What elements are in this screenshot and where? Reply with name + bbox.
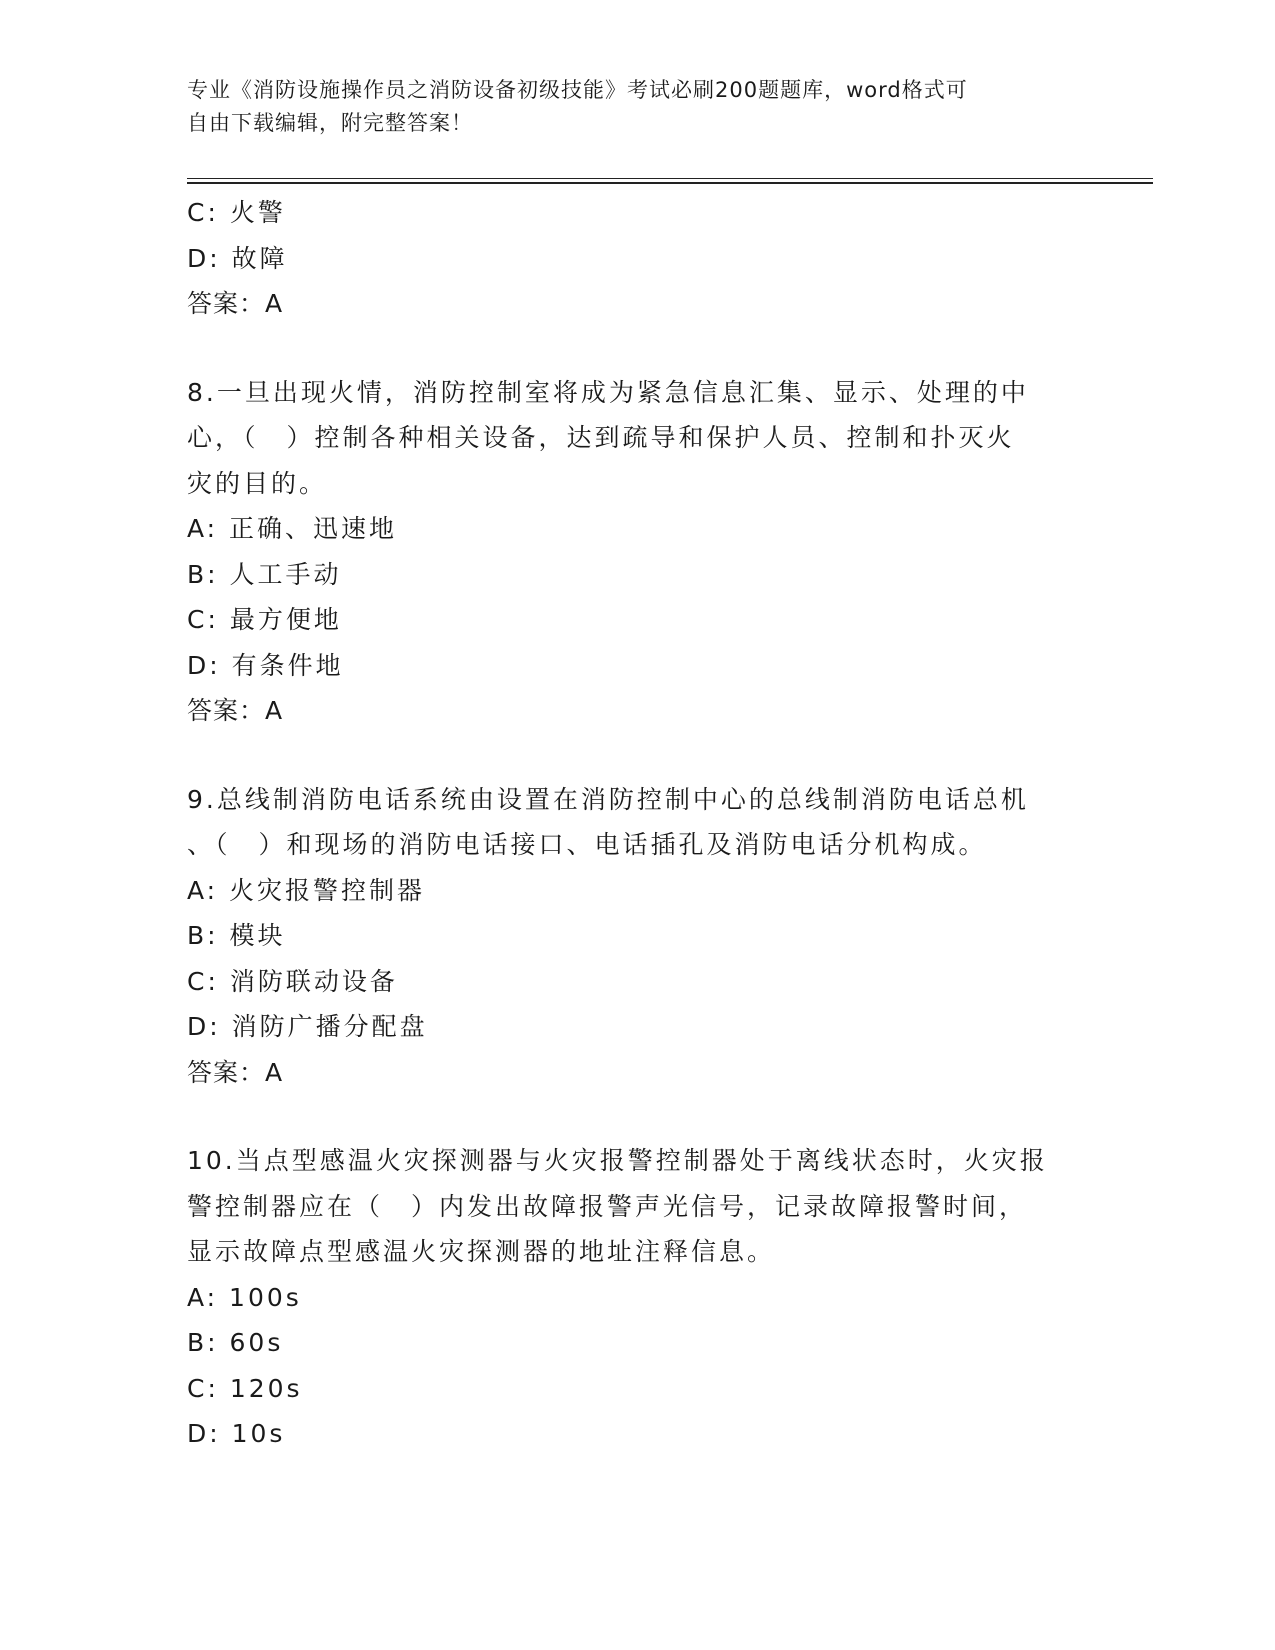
answer-line: 答案：A bbox=[187, 1057, 284, 1087]
option-b: B: 人工手动 bbox=[187, 559, 342, 589]
option-a: A: 正确、迅速地 bbox=[187, 514, 398, 543]
option-c: C: 最方便地 bbox=[187, 605, 342, 634]
question-stem-line: 9.总线制消防电话系统由设置在消防控制中心的总线制消防电话总机 bbox=[187, 784, 1029, 814]
question-stem-line: 10.当点型感温火灾探测器与火灾报警控制器处于离线状态时，火灾报 bbox=[187, 1146, 1048, 1175]
spacer bbox=[187, 1095, 1087, 1138]
question-stem-line: 显示故障点型感温火灾探测器的地址注释信息。 bbox=[187, 1237, 776, 1266]
option-c: C: 消防联动设备 bbox=[187, 966, 398, 996]
header-line-1: 专业《消防设施操作员之消防设备初级技能》考试必刷200题题库，word格式可 bbox=[187, 78, 968, 102]
option-d: D: 故障 bbox=[187, 243, 288, 273]
question-stem-line: 灾的目的。 bbox=[187, 468, 328, 498]
option-d: D: 消防广播分配盘 bbox=[187, 1012, 428, 1041]
header-line-2: 自由下载编辑，附完整答案！ bbox=[187, 111, 473, 135]
question-8 bbox=[187, 370, 1087, 734]
option-d: D: 10s bbox=[187, 1419, 286, 1448]
option-c: C: 火警 bbox=[187, 198, 286, 227]
option-b: B: 模块 bbox=[187, 921, 286, 950]
question-content bbox=[187, 190, 1087, 1457]
question-stem-line: 心，（ ）控制各种相关设备，达到疏导和保护人员、控制和扑灭火 bbox=[187, 423, 1015, 452]
answer-line: 答案：A bbox=[187, 289, 284, 318]
document-header bbox=[187, 74, 1067, 140]
question-stem-line: 警控制器应在（ ）内发出故障报警声光信号，记录故障报警时间， bbox=[187, 1191, 1028, 1221]
option-a: A: 100s bbox=[187, 1282, 302, 1312]
answer-line: 答案：A bbox=[187, 696, 284, 725]
option-d: D: 有条件地 bbox=[187, 650, 344, 680]
spacer bbox=[187, 734, 1087, 777]
question-stem-line: 8.一旦出现火情，消防控制室将成为紧急信息汇集、显示、处理的中 bbox=[187, 377, 1029, 407]
question-9 bbox=[187, 777, 1087, 1096]
option-a: A: 火灾报警控制器 bbox=[187, 875, 426, 905]
question-10 bbox=[187, 1138, 1087, 1457]
header-divider-thin bbox=[187, 178, 1153, 179]
option-c: C: 120s bbox=[187, 1373, 303, 1403]
option-b: B: 60s bbox=[187, 1328, 284, 1357]
question-stem-line: 、（ ）和现场的消防电话接口、电话插孔及消防电话分机构成。 bbox=[187, 830, 987, 859]
spacer bbox=[187, 327, 1087, 370]
header-divider-thick bbox=[187, 182, 1153, 184]
question-7-tail bbox=[187, 190, 1087, 327]
